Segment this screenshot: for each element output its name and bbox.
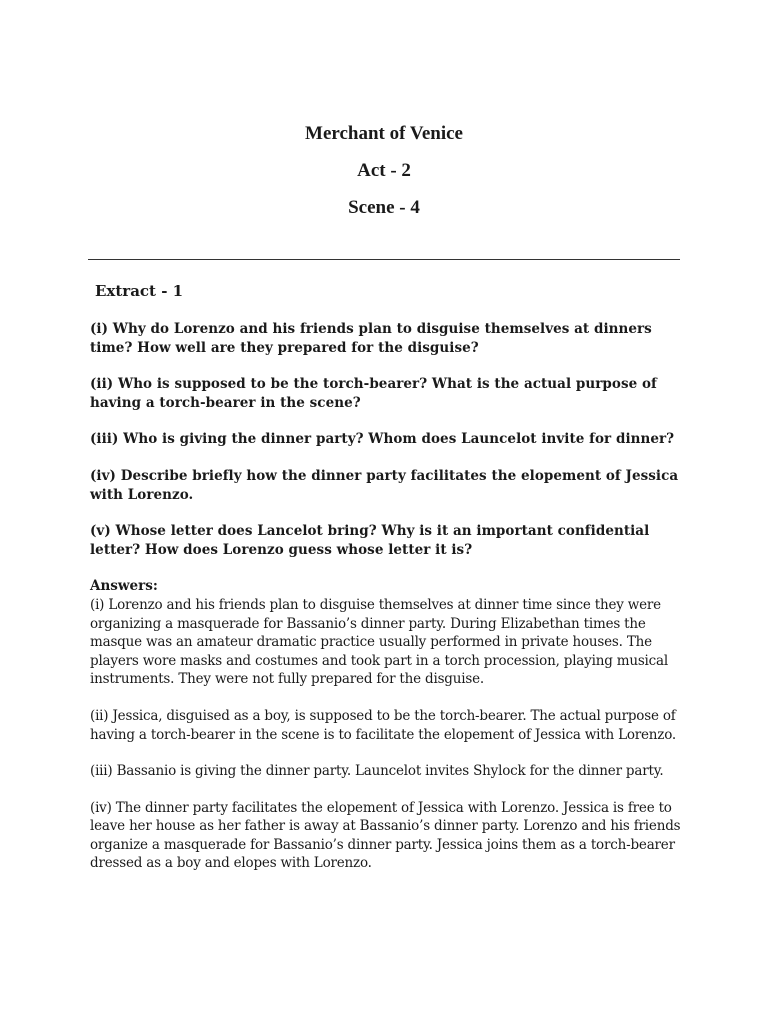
answer-2: (ii) Jessica, disguised as a boy, is supposed to be the torch-bearer. The actual purpose of having a torch-bearer in the scene is to facilitate the elopement of Jessica with Lorenzo. <box>90 707 676 743</box>
answers-heading: Answers: <box>90 578 158 595</box>
extract-section <box>90 281 690 891</box>
scene-heading: Scene - 4 <box>348 197 420 218</box>
extract-title: Extract - 1 <box>95 282 184 300</box>
act-heading: Act - 2 <box>357 160 411 181</box>
question-1: (i) Why do Lorenzo and his friends plan to disguise themselves at dinners time? How well are they prepared for the disguise? <box>90 321 652 356</box>
question-2: (ii) Who is supposed to be the torch-bearer? What is the actual purpose of having a torch-bearer in the scene? <box>90 376 657 411</box>
question-3: (iii) Who is giving the dinner party? Whom does Launcelot invite for dinner? <box>90 431 675 448</box>
title-block <box>0 124 768 235</box>
document-title: Merchant of Venice <box>305 123 463 144</box>
question-4: (iv) Describe briefly how the dinner party facilitates the elopement of Jessica with Lorenzo. <box>90 467 679 503</box>
question-5: (v) Whose letter does Lancelot bring? Why is it an important confidential letter? How does Lorenzo guess whose letter it is? <box>90 523 650 558</box>
answer-1: (i) Lorenzo and his friends plan to disguise themselves at dinner time since they were organizing a masquerade for Bassanio’s dinner party. During Elizabethan times the masque was an amateur dramatic practice usually performed in private houses. The players wore masks and costumes and took part in a torch procession, playing musical instruments. They were not fully prepared for the disguise. <box>90 596 668 688</box>
horizontal-divider <box>88 259 680 260</box>
answer-3: (iii) Bassanio is giving the dinner party. Launcelot invites Shylock for the dinner party. <box>90 763 664 780</box>
answer-4: (iv) The dinner party facilitates the elopement of Jessica with Lorenzo. Jessica is free to leave her house as her father is away at Bassanio’s dinner party. Lorenzo and his friends organize a masquerade for Bassanio’s dinner party. Jessica joins them as a torch-bearer dressed as a boy and elopes with Lorenzo. <box>90 799 681 872</box>
